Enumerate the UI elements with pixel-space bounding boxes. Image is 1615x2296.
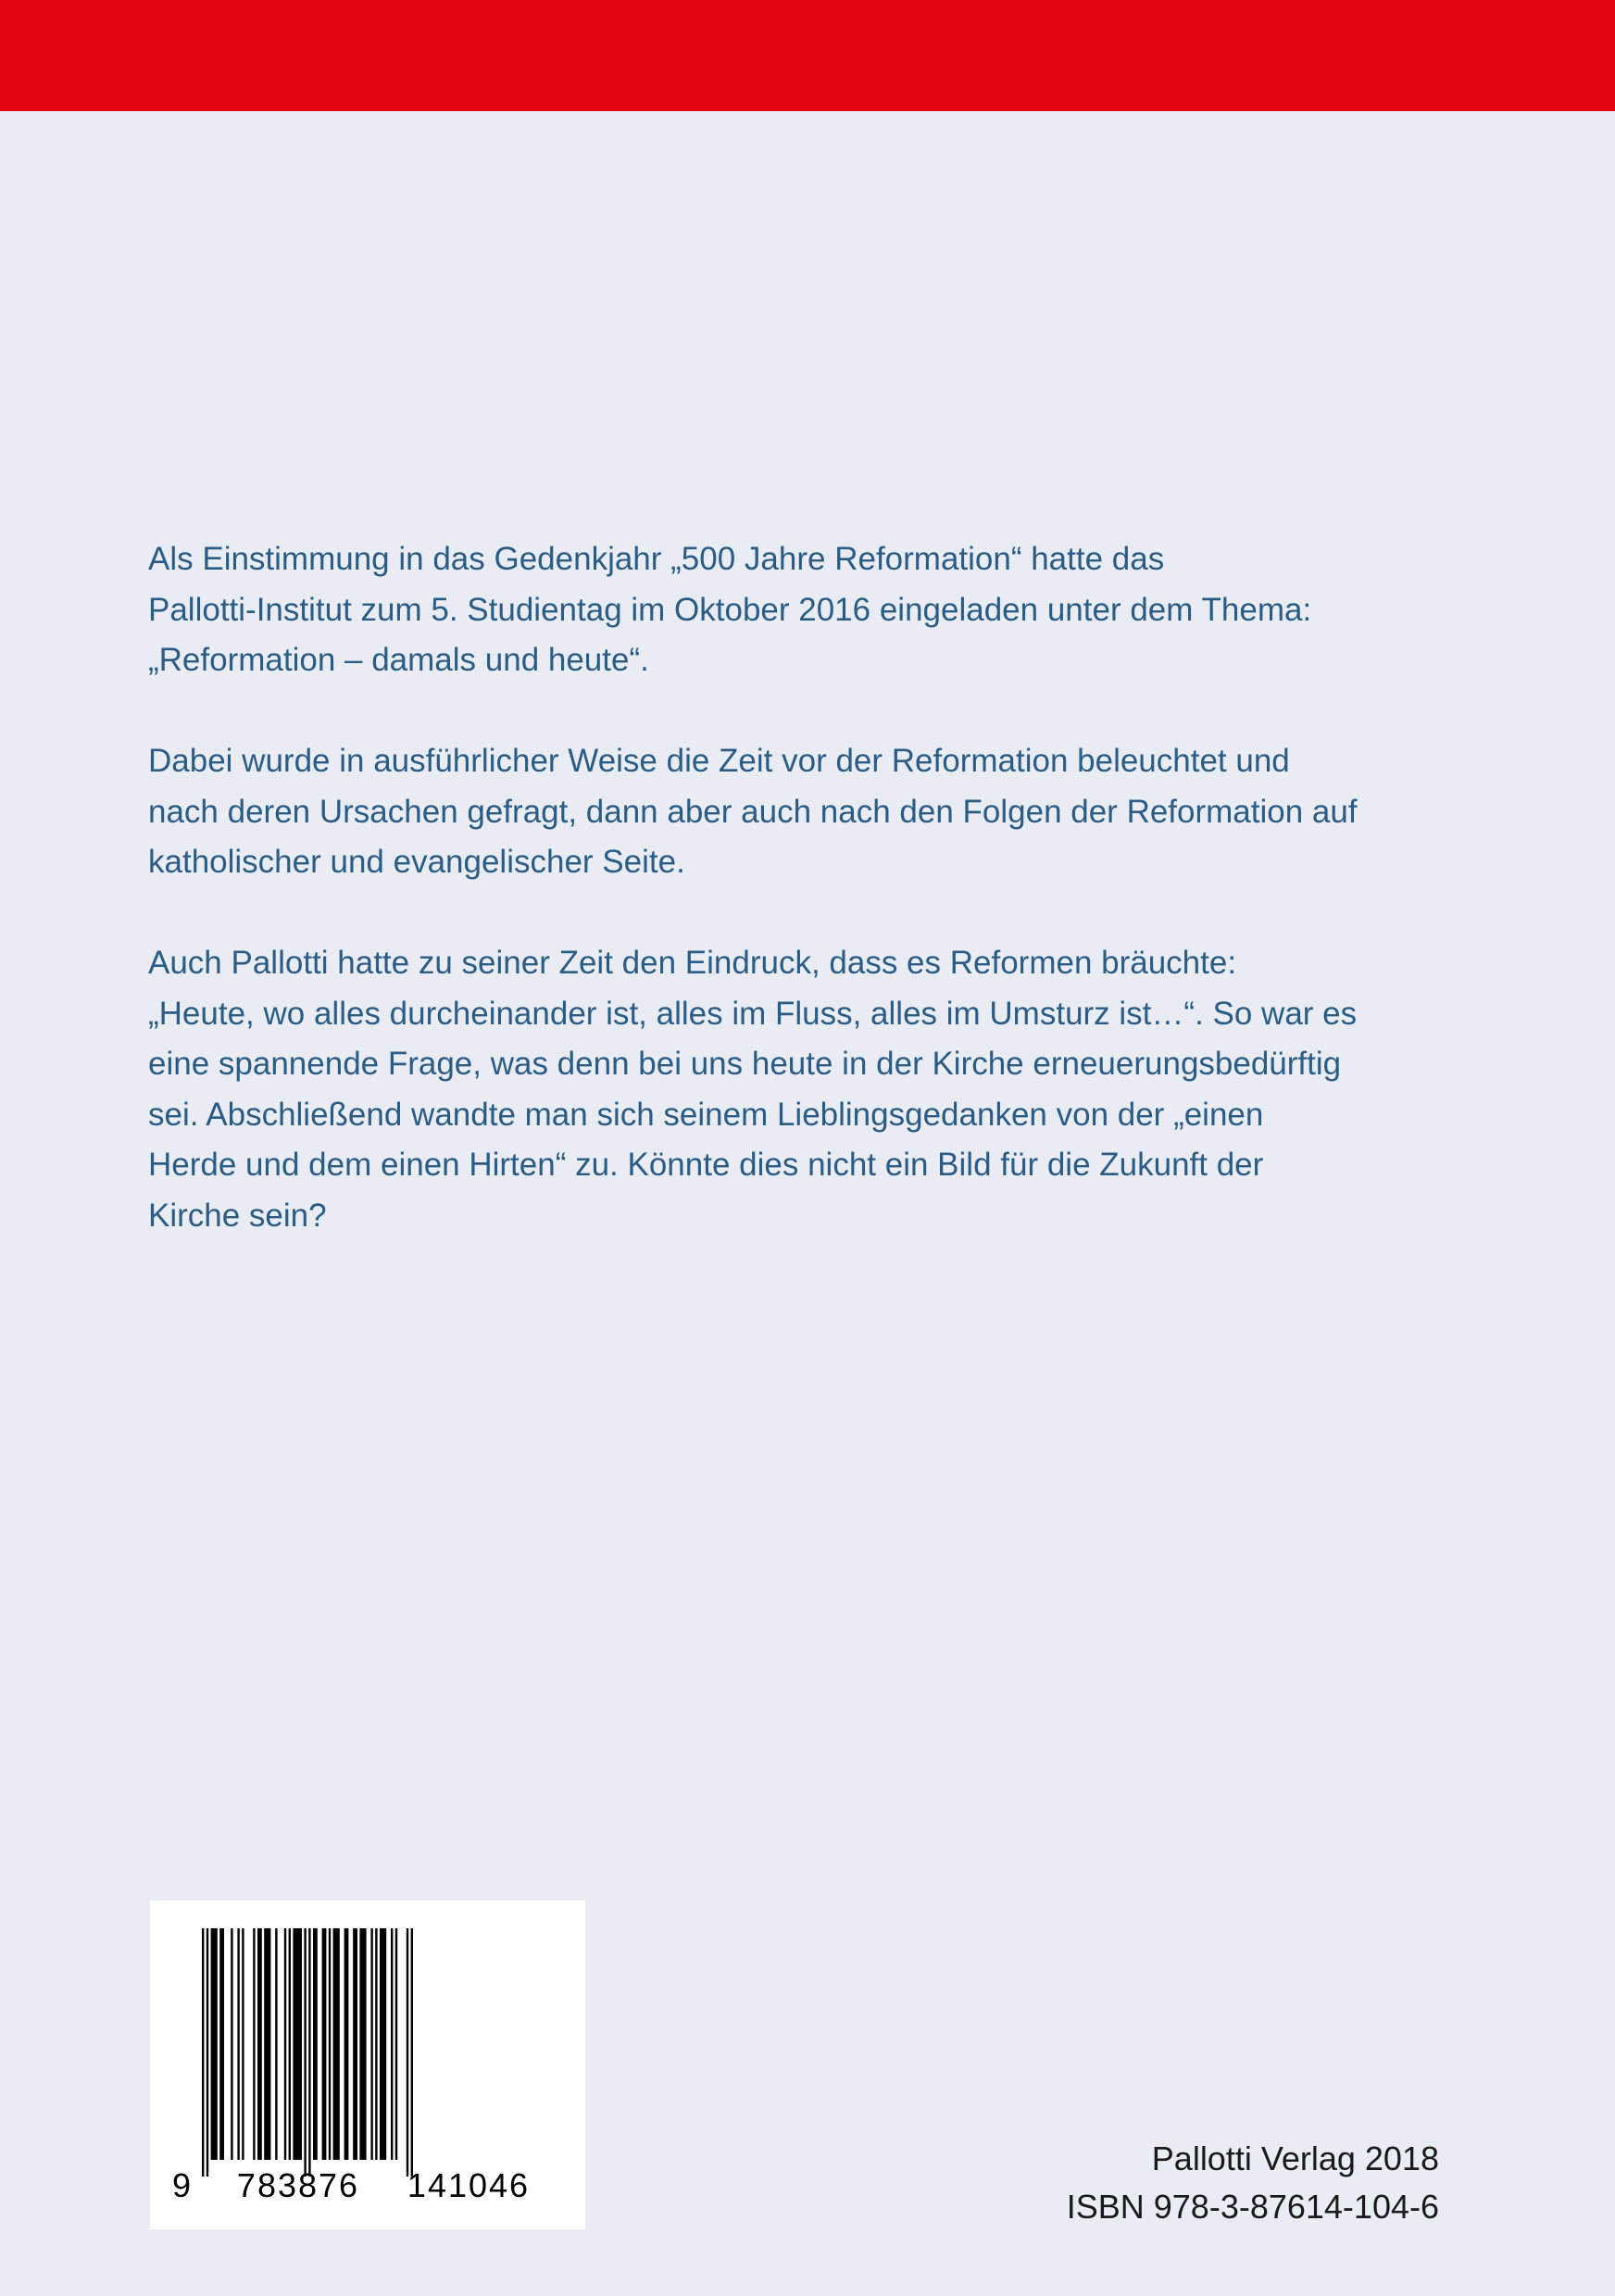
barcode-bar — [207, 1928, 208, 2177]
barcode-bar — [411, 1928, 413, 2177]
imprint — [1067, 2135, 1439, 2231]
barcode-bar — [308, 1928, 310, 2177]
barcode-bar — [313, 1928, 318, 2160]
blurb-line: katholischer und evangelischer Seite. — [148, 844, 685, 880]
barcode-bar — [257, 1928, 262, 2160]
barcode-bar — [202, 1928, 204, 2177]
barcode-bar — [284, 1928, 286, 2160]
blurb-line: Pallotti-Institut zum 5. Studientag im Oktober 2016 eingeladen unter dem Thema: — [148, 591, 1312, 628]
barcode-bar — [304, 1928, 306, 2177]
barcode-bar — [353, 1928, 357, 2160]
barcode-bar — [293, 1928, 302, 2160]
barcode-bar — [333, 1928, 340, 2160]
isbn-barcode — [150, 1901, 585, 2229]
top-red-band — [0, 0, 1615, 111]
barcode-bar — [289, 1928, 291, 2160]
barcode-bar — [211, 1928, 218, 2160]
barcode-bar — [322, 1928, 327, 2160]
blurb-paragraph-2 — [148, 736, 1463, 888]
blurb-line: Als Einstimmung in das Gedenkjahr „500 Jahre Reformation“ hatte das — [148, 541, 1165, 577]
barcode-bar — [253, 1928, 255, 2160]
barcode-bar — [264, 1928, 270, 2160]
blurb-line: eine spannende Frage, was denn bei uns heute in der Kirche erneuerungsbedürftig — [148, 1046, 1342, 1082]
barcode-bar — [231, 1928, 232, 2160]
barcode-bar — [375, 1928, 377, 2160]
blurb-paragraph-3 — [148, 938, 1463, 1241]
barcode-bar — [391, 1928, 393, 2160]
blurb-line: nach deren Ursachen gefragt, dann aber auch nach den Folgen der Reformation auf — [148, 793, 1358, 830]
barcode-bar — [275, 1928, 277, 2160]
barcode-bar — [370, 1928, 372, 2160]
blurb-line: Auch Pallotti hatte zu seiner Zeit den Eindruck, dass es Reformen bräuchte: — [148, 945, 1237, 981]
blurb-line: Kirche sein? — [148, 1197, 327, 1234]
barcode-bar — [359, 1928, 366, 2160]
barcode-bars — [202, 1928, 413, 2177]
barcode-bar — [219, 1928, 224, 2160]
barcode-graphic — [150, 1901, 585, 2229]
blurb-line: sei. Abschließend wandte man sich seinem Lieblingsgedanken von der „einen — [148, 1096, 1264, 1133]
barcode-bar — [329, 1928, 331, 2160]
barcode-bar — [380, 1928, 386, 2160]
barcode-digits-left: 783876 — [236, 2166, 360, 2204]
barcode-bar — [242, 1928, 244, 2160]
barcode-digits-right: 141046 — [407, 2166, 531, 2204]
barcode-bar — [407, 1928, 408, 2177]
barcode-bar — [237, 1928, 239, 2160]
isbn-line: ISBN 978-3-87614-104-6 — [1066, 2188, 1439, 2226]
barcode-bar — [395, 1928, 397, 2160]
blurb-paragraph-1 — [148, 534, 1463, 686]
publisher-line: Pallotti Verlag 2018 — [1151, 2139, 1439, 2177]
blurb-line: Dabei wurde in ausführlicher Weise die Zeit vor der Reformation beleuchtet und — [148, 743, 1290, 779]
blurb-line: Herde und dem einen Hirten“ zu. Könnte dies nicht ein Bild für die Zukunft der — [148, 1147, 1264, 1183]
barcode-digit-first: 9 — [171, 2166, 192, 2204]
back-cover-blurb — [148, 534, 1463, 1292]
blurb-line: „Reformation – damals und heute“. — [148, 642, 649, 678]
barcode-bar — [344, 1928, 349, 2160]
blurb-line: „Heute, wo alles durcheinander ist, alles im Fluss, alles im Umsturz ist…“. So war es — [148, 995, 1358, 1032]
